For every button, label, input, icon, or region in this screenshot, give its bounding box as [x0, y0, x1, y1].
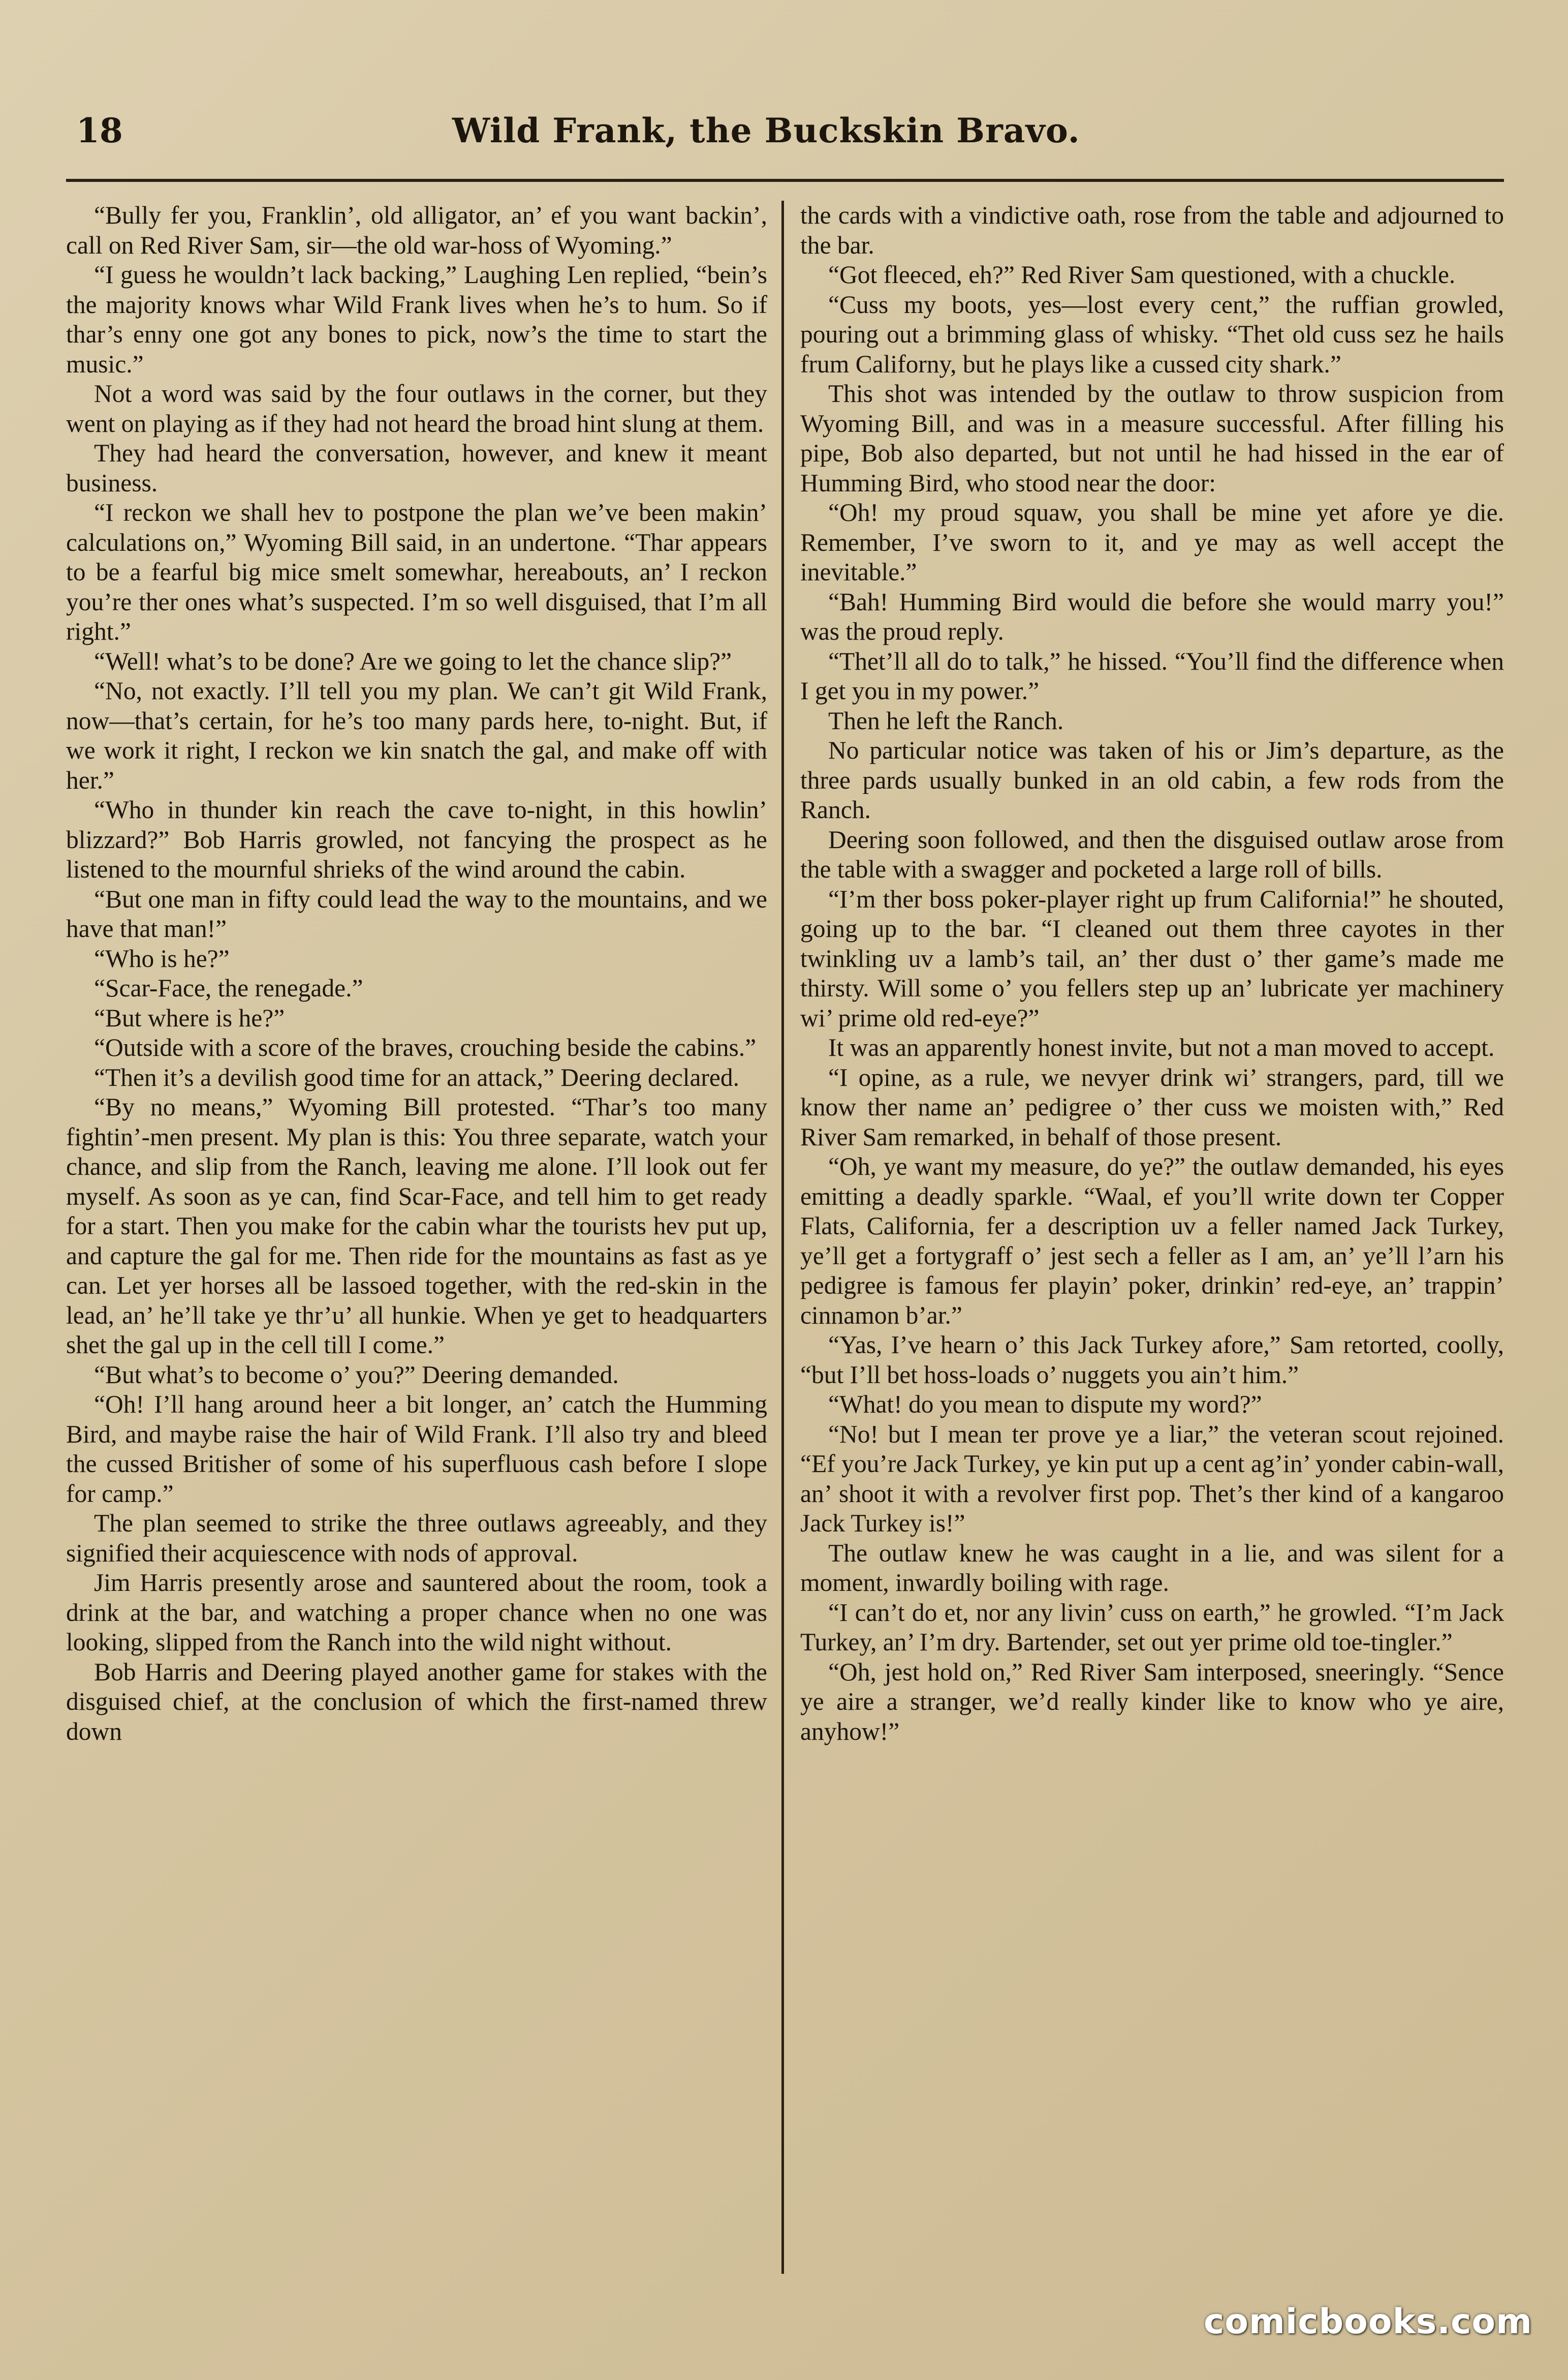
paragraph: “Oh! my proud squaw, you shall be mine yet afore ye die. Remember, I’ve sworn to it, and ye may as well accept the inevitable.” — [800, 498, 1504, 586]
paragraph: “No, not exactly. I’ll tell you my plan. We can’t git Wild Frank, now—that’s certain, for he’s too many pards here, to-night. But, if we work it right, I reckon we kin snatch the gal, and make off with her.” — [66, 677, 767, 794]
watermark: comicbooks.com — [1203, 2302, 1532, 2342]
paragraph: They had heard the conversation, however, and knew it meant business. — [66, 439, 767, 497]
header-rule — [66, 179, 1504, 182]
paragraph: “Oh! I’ll hang around heer a bit longer, an’ catch the Humming Bird, and maybe raise the hair of Wild Frank. I’ll also try and bleed the cussed Britisher of some of his superfluous cash before I slope for camp.” — [66, 1390, 767, 1508]
paragraph: No particular notice was taken of his or Jim’s departure, as the three pards usually bunked in an old cabin, a few rods from the Ranch. — [800, 736, 1504, 824]
paragraph: “Cuss my boots, yes—lost every cent,” the ruffian growled, pouring out a brimming glass of whisky. “Thet old cuss sez he hails frum Californy, but he plays like a cussed city shark.” — [800, 290, 1504, 378]
left-column — [66, 201, 767, 2294]
paragraph: “Well! what’s to be done? Are we going to let the chance slip?” — [94, 647, 732, 675]
paragraph: “Bah! Humming Bird would die before she would marry you!” was the proud reply. — [800, 587, 1504, 645]
paragraph: It was an apparently honest invite, but not a man moved to accept. — [828, 1034, 1495, 1061]
paragraph: “I’m ther boss poker-player right up frum California!” he shouted, going up to the bar. “I cleaned out them three cayotes in ther twinkling uv a lamb’s tail, an’ ther dust o’ ther game’s made me thirsty. Will some o’ you fellers step up an’ lubricate yer machinery wi’ prime old red-eye?” — [800, 885, 1504, 1032]
paragraph: “I opine, as a rule, we nevyer drink wi’ strangers, pard, till we know ther name an’ pedigree o’ ther cuss we moisten with,” Red River Sam remarked, in behalf of those present. — [800, 1063, 1504, 1151]
paragraph: Then he left the Ranch. — [828, 706, 1064, 735]
paragraph: “Who is he?” — [94, 944, 230, 973]
paragraph: “I guess he wouldn’t lack backing,” Laughing Len replied, “bein’s the majority knows whar Wild Frank lives when he’s to hum. So if thar’s enny one got any bones to pick, now’s the time to start the music.” — [66, 261, 767, 378]
paragraph: “Thet’ll all do to talk,” he hissed. “You’ll find the difference when I get you in my power.” — [800, 647, 1504, 705]
paragraph: “Bully fer you, Franklin’, old alligator, an’ ef you want backin’, call on Red River Sam, sir—the old war-hoss of Wyoming.” — [66, 201, 767, 259]
paragraph: “No! but I mean ter prove ye a liar,” the veteran scout rejoined. “Ef you’re Jack Turkey, ye kin put up a cent ag’in’ yonder cabin-wall, an’ shoot it with a revolver first pop. Thet’s ther kind of a kangaroo Jack Turkey is!” — [800, 1420, 1504, 1537]
paragraph: Not a word was said by the four outlaws in the corner, but they went on playing as if they had not heard the broad hint slung at them. — [66, 380, 767, 437]
paragraph: The outlaw knew he was caught in a lie, and was silent for a moment, inwardly boiling with rage. — [800, 1539, 1504, 1596]
paragraph: “Yas, I’ve hearn o’ this Jack Turkey afore,” Sam retorted, coolly, “but I’ll bet hoss-loads o’ nuggets you ain’t him.” — [800, 1331, 1504, 1389]
paragraph: “But what’s to become o’ you?” Deering demanded. — [94, 1360, 619, 1389]
running-title: Wild Frank, the Buckskin Bravo. — [452, 111, 1080, 150]
paragraph: “By no means,” Wyoming Bill protested. “Thar’s too many fightin’-men present. My plan is this: You three separate, watch your chance, and slip from the Ranch, leaving me alone. I’ll look out fer myself. As soon as ye can, find Scar-Face, and tell him to get ready for a start. Then you make for the cabin whar the tourists hev put up, and capture the gal for me. Then ride for the mountains as fast as ye can. Let yer horses all be lassoed together, with the red-skin in the lead, an’ he’ll take ye thr’u’ all hunkie. When ye get to headquarters shet the gal up in the cell till I come.” — [66, 1093, 767, 1359]
paragraph: This shot was intended by the outlaw to throw suspicion from Wyoming Bill, and was in a measure successful. After filling his pipe, Bob also departed, but not until he had hissed in the ear of Humming Bird, who stood near the door: — [800, 380, 1504, 497]
paragraph: Deering soon followed, and then the disguised outlaw arose from the table with a swagger and pocketed a large roll of bills. — [800, 825, 1504, 883]
paragraph: “Who in thunder kin reach the cave to-night, in this howlin’ blizzard?” Bob Harris growled, not fancying the prospect as he listened to the mournful shrieks of the wind around the cabin. — [66, 796, 767, 883]
paragraph: “Scar-Face, the renegade.” — [94, 974, 363, 1002]
paragraph: “I reckon we shall hev to postpone the plan we’ve been makin’ calculations on,” Wyoming Bill said, in an undertone. “Thar appears to be a fearful big mice smelt somewhar, hereabouts, an’ I reckon you’re ther ones what’s suspected. I’m so well disguised, that I’m all right.” — [66, 498, 767, 645]
page-number: 18 — [76, 111, 123, 150]
paragraph: “But one man in fifty could lead the way to the mountains, and we have that man!” — [66, 885, 767, 943]
page-header — [66, 111, 1504, 162]
paragraph: “Then it’s a devilish good time for an attack,” Deering declared. — [94, 1063, 740, 1091]
paragraph: “But where is he?” — [94, 1004, 285, 1032]
paragraph: the cards with a vindictive oath, rose from the table and adjourned to the bar. — [800, 201, 1504, 259]
column-divider — [781, 201, 784, 2274]
right-column — [800, 201, 1504, 2294]
paragraph: “Oh, ye want my measure, do ye?” the outlaw demanded, his eyes emitting a deadly sparkle. “Waal, ef you’ll write down ter Copper Flats, California, fer a description uv a feller named Jack Turkey, ye’ll get a fortygraff o’ jest sech a feller as I am, an’ ye’ll l’arn his pedigree is famous fer playin’ poker, drinkin’ red-eye, an’ trappin’ cinnamon b’ar.” — [800, 1152, 1504, 1329]
paragraph: Bob Harris and Deering played another game for stakes with the disguised chief, at the conclusion of which the first-named threw down — [66, 1657, 767, 1745]
paragraph: The plan seemed to strike the three outlaws agreeably, and they signified their acquiescence with nods of approval. — [66, 1509, 767, 1567]
paragraph: “Oh, jest hold on,” Red River Sam interposed, sneeringly. “Sence ye aire a stranger, we’d really kinder like to know who ye aire, anyhow!” — [800, 1657, 1504, 1745]
paragraph: “Got fleeced, eh?” Red River Sam questioned, with a chuckle. — [828, 261, 1456, 289]
paragraph: “Outside with a score of the braves, crouching beside the cabins.” — [94, 1034, 757, 1061]
paragraph: “I can’t do et, nor any livin’ cuss on earth,” he growled. “I’m Jack Turkey, an’ I’m dry. Bartender, set out yer prime old toe-tingler.” — [800, 1598, 1504, 1656]
paragraph: “What! do you mean to dispute my word?” — [828, 1390, 1262, 1418]
paragraph: Jim Harris presently arose and sauntered about the room, took a drink at the bar, and watching a proper chance when no one was looking, slipped from the Ranch into the wild night without. — [66, 1569, 767, 1656]
